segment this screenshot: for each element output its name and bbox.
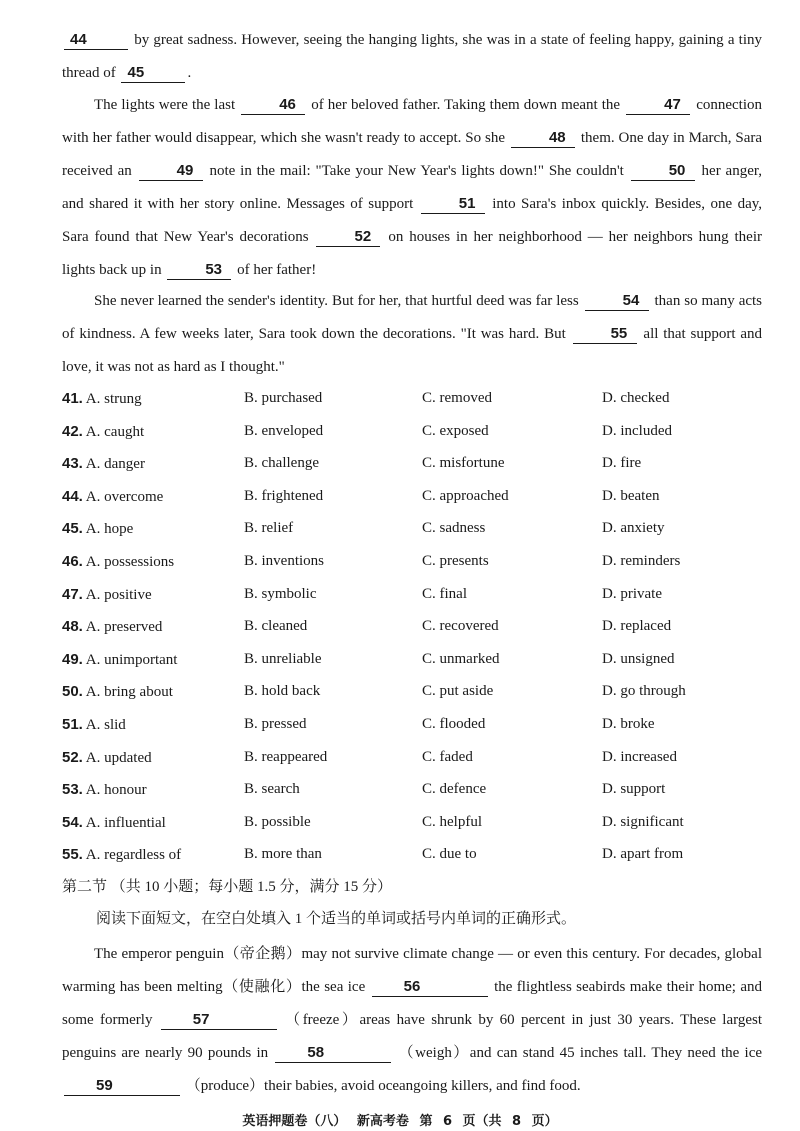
option-d: D. reminders bbox=[602, 552, 681, 569]
section-instruction: 阅读下面短文，在空白处填入 1 个适当的单词或括号内单词的正确形式。 bbox=[96, 911, 577, 927]
option-c: C. misfortune bbox=[422, 455, 505, 472]
option-b: B. reappeared bbox=[244, 748, 328, 765]
option-d: D. checked bbox=[602, 390, 670, 406]
blank-56: 56 bbox=[372, 978, 488, 997]
option-a: 53. A. honour bbox=[62, 781, 147, 799]
blank-48: 48 bbox=[511, 129, 575, 148]
option-row-43 bbox=[62, 449, 782, 482]
blank-54: 54 bbox=[585, 292, 649, 311]
option-a: 51. A. slid bbox=[62, 715, 126, 733]
option-b: B. relief bbox=[244, 520, 294, 537]
blank-45: 45 bbox=[121, 64, 185, 83]
blank-49: 49 bbox=[139, 162, 203, 181]
option-b: B. enveloped bbox=[244, 422, 324, 439]
option-b: B. hold back bbox=[244, 683, 321, 700]
text-segment: the flightless seabirds make their home; and some formerly bbox=[62, 979, 763, 1028]
option-row-51 bbox=[62, 710, 782, 743]
option-d: D. unsigned bbox=[602, 650, 675, 667]
blank-57: 57 bbox=[161, 1011, 277, 1030]
option-c: C. faded bbox=[422, 748, 473, 765]
option-a: 43. A. danger bbox=[62, 455, 145, 473]
option-row-45 bbox=[62, 514, 782, 547]
blank-55: 55 bbox=[573, 325, 637, 344]
text-segment: her anger, and shared it with her story online. Messages of support bbox=[62, 163, 762, 212]
text-segment: of her father! bbox=[237, 262, 317, 278]
text-segment: into Sara's inbox quickly. Besides, one day, Sara found that New Year's decorations bbox=[62, 196, 763, 245]
option-b: B. possible bbox=[244, 813, 311, 830]
text-segment: all that support and love, it was not as hard as I thought." bbox=[62, 326, 763, 375]
text-segment: on houses in her neighborhood — her neighbors hung their lights back up in bbox=[62, 229, 762, 278]
option-d: D. included bbox=[602, 422, 672, 439]
option-c: C. due to bbox=[422, 846, 477, 863]
option-b: B. frightened bbox=[244, 487, 324, 504]
option-a: 48. A. preserved bbox=[62, 618, 163, 636]
passage1-paragraph1 bbox=[62, 24, 762, 90]
option-d: D. beaten bbox=[602, 487, 660, 504]
passage1-paragraph2 bbox=[62, 89, 762, 287]
text-segment: by great sadness. However, seeing the hanging lights, she was in a state of feeling happy, gaining a tiny thread of bbox=[62, 32, 762, 81]
page-footer bbox=[0, 1110, 800, 1129]
option-a: 55. A. regardless of bbox=[62, 846, 182, 864]
option-row-47 bbox=[62, 580, 782, 613]
option-b: B. unreliable bbox=[244, 650, 322, 667]
option-c: C. recovered bbox=[422, 618, 499, 635]
option-row-48 bbox=[62, 612, 782, 645]
option-row-41 bbox=[62, 384, 782, 417]
footer-title: 英语押题卷（八） bbox=[242, 1114, 347, 1129]
passage2 bbox=[62, 938, 762, 1103]
options-list bbox=[62, 384, 782, 873]
text-segment: （freeze）areas have shrunk by 60 percent in just 30 years. These largest penguins are nearly 90 pounds in bbox=[62, 1012, 763, 1061]
section-heading: 第二节 （共 10 小题；每小题 1.5 分，满分 15 分） bbox=[62, 879, 393, 895]
option-a: 45. A. hope bbox=[62, 520, 134, 538]
blank-47: 47 bbox=[626, 96, 690, 115]
option-row-46 bbox=[62, 547, 782, 580]
option-d: D. anxiety bbox=[602, 520, 665, 537]
option-c: C. exposed bbox=[422, 422, 489, 439]
passage1-paragraph3 bbox=[62, 285, 762, 384]
option-c: C. helpful bbox=[422, 813, 482, 830]
text-segment: of her beloved father. Taking them down meant the bbox=[311, 97, 621, 113]
blank-52: 52 bbox=[316, 228, 380, 247]
option-row-49 bbox=[62, 645, 782, 678]
option-b: B. inventions bbox=[244, 552, 325, 569]
blank-50: 50 bbox=[631, 162, 695, 181]
option-c: C. presents bbox=[422, 552, 489, 569]
option-d: D. increased bbox=[602, 748, 677, 765]
text-segment: The emperor penguin（帝企鹅）may not survive climate change — or even this century. For decades, global warming has been melting（使融化）the sea ice bbox=[62, 946, 762, 995]
text-segment: . bbox=[187, 65, 192, 81]
text-segment: than so many acts of kindness. A few weeks later, Sara took down the decorations. "It was hard. But bbox=[62, 293, 763, 342]
option-a: 41. A. strung bbox=[62, 390, 142, 407]
option-b: B. symbolic bbox=[244, 585, 317, 602]
blank-59: 59 bbox=[64, 1077, 180, 1096]
option-b: B. more than bbox=[244, 846, 322, 863]
option-a: 54. A. influential bbox=[62, 813, 166, 831]
option-c: C. sadness bbox=[422, 520, 486, 537]
option-row-53 bbox=[62, 775, 782, 808]
option-d: D. replaced bbox=[602, 618, 672, 635]
option-b: B. purchased bbox=[244, 390, 323, 406]
text-segment: connection with her father would disappear, which she wasn't ready to accept. So she bbox=[62, 97, 762, 146]
option-d: D. private bbox=[602, 585, 662, 602]
option-c: C. defence bbox=[422, 781, 487, 798]
option-c: C. flooded bbox=[422, 715, 486, 732]
option-d: D. fire bbox=[602, 455, 642, 472]
option-d: D. significant bbox=[602, 813, 684, 830]
text-segment: （weigh）and can stand 45 inches tall. They need the ice bbox=[398, 1045, 763, 1061]
option-row-52 bbox=[62, 743, 782, 776]
option-c: C. put aside bbox=[422, 683, 494, 700]
option-row-42 bbox=[62, 417, 782, 450]
blank-58: 58 bbox=[275, 1044, 391, 1063]
option-row-50 bbox=[62, 677, 782, 710]
option-a: 46. A. possessions bbox=[62, 552, 175, 570]
option-row-55 bbox=[62, 840, 782, 873]
blank-53: 53 bbox=[167, 261, 231, 280]
text-segment: note in the mail: "Take your New Year's lights down!" She couldn't bbox=[209, 163, 624, 179]
footer-edition: 新高考卷 bbox=[356, 1114, 409, 1129]
option-d: D. go through bbox=[602, 683, 686, 700]
option-d: D. apart from bbox=[602, 846, 684, 863]
footer-page-number: 第 6 页（共 8 页） bbox=[419, 1114, 558, 1129]
text-segment: （produce）their babies, avoid oceangoing killers, and find food. bbox=[185, 1078, 581, 1094]
option-c: C. unmarked bbox=[422, 650, 500, 667]
blank-46: 46 bbox=[241, 96, 305, 115]
option-row-54 bbox=[62, 808, 782, 841]
option-a: 52. A. updated bbox=[62, 748, 152, 766]
option-c: C. final bbox=[422, 585, 467, 602]
text-segment: The lights were the last bbox=[94, 97, 236, 113]
option-a: 50. A. bring about bbox=[62, 683, 173, 701]
option-b: B. pressed bbox=[244, 715, 307, 732]
option-a: 49. A. unimportant bbox=[62, 650, 178, 668]
option-b: B. search bbox=[244, 781, 300, 798]
text-segment: them. One day in March, Sara received an bbox=[62, 130, 763, 179]
option-a: 47. A. positive bbox=[62, 585, 152, 603]
option-b: B. cleaned bbox=[244, 618, 308, 635]
option-c: C. approached bbox=[422, 487, 509, 504]
text-segment: She never learned the sender's identity. But for her, that hurtful deed was far less bbox=[94, 293, 579, 309]
option-a: 44. A. overcome bbox=[62, 487, 164, 505]
option-d: D. broke bbox=[602, 715, 655, 732]
option-d: D. support bbox=[602, 781, 666, 798]
blank-44: 44 bbox=[64, 31, 128, 50]
blank-51: 51 bbox=[421, 195, 485, 214]
option-row-44 bbox=[62, 482, 782, 515]
option-b: B. challenge bbox=[244, 455, 319, 472]
option-a: 42. A. caught bbox=[62, 422, 145, 440]
option-c: C. removed bbox=[422, 390, 492, 406]
